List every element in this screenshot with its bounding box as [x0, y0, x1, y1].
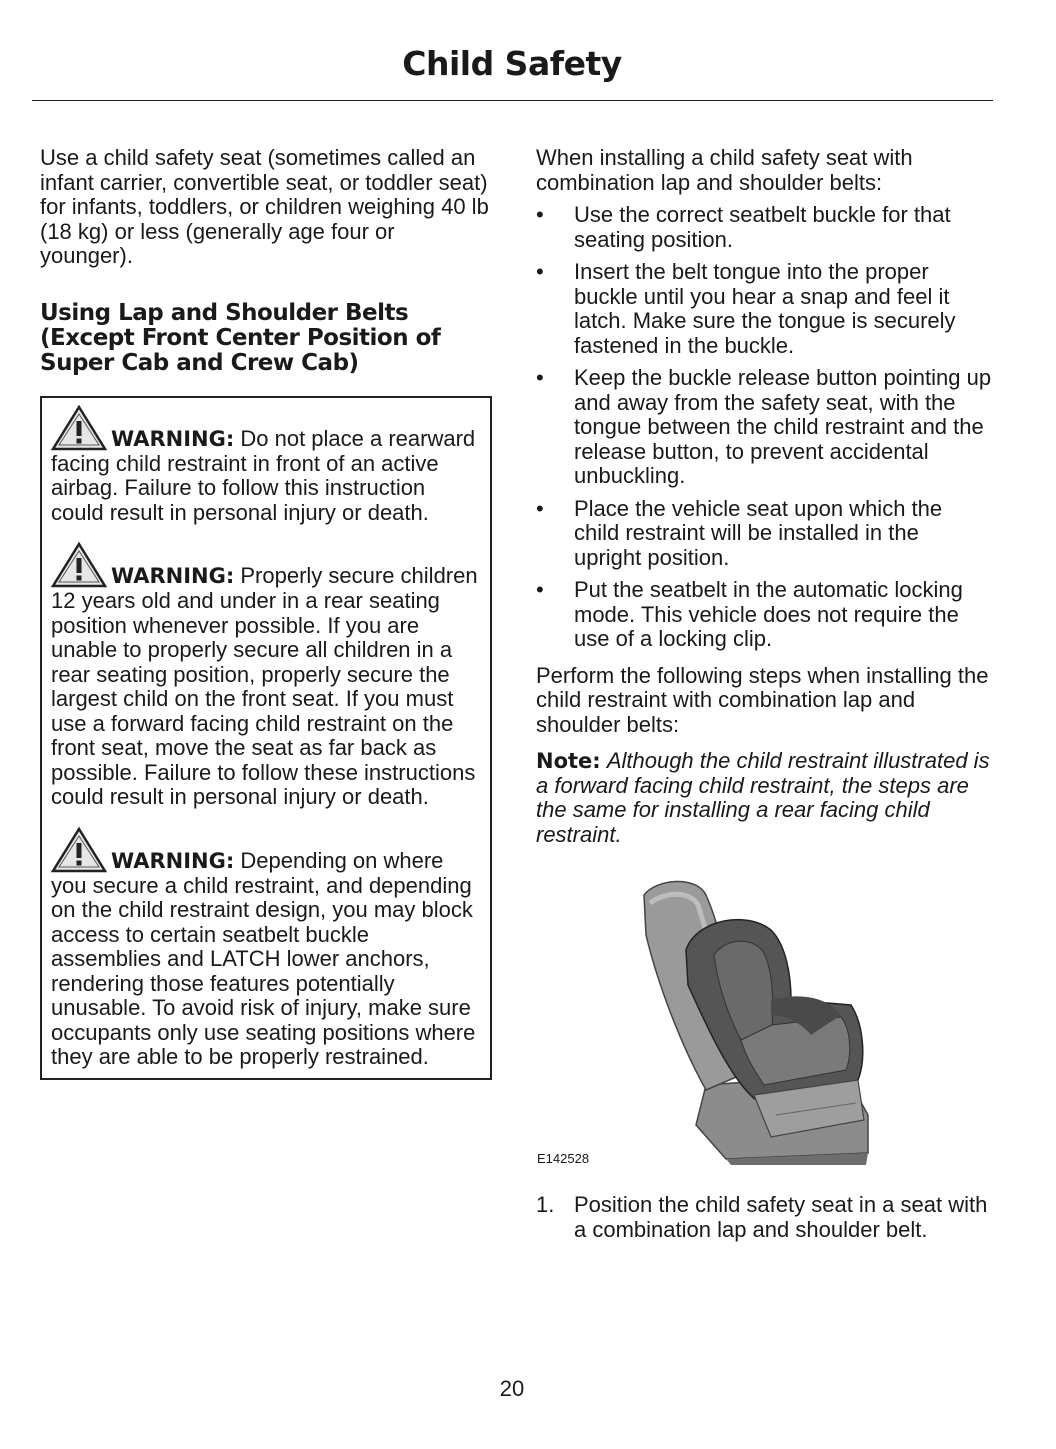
step-text: Position the child safety seat in a seat with a combination lap and shoulder belt. — [574, 1192, 988, 1242]
install-bullet-list — [536, 203, 992, 652]
title-divider — [32, 100, 993, 101]
bullet-marker: • — [536, 577, 544, 602]
bullet-marker: • — [536, 365, 544, 390]
left-column — [40, 146, 492, 1080]
list-item — [536, 366, 992, 489]
warning-label: WARNING: — [111, 564, 235, 588]
steps-intro: Perform the following steps when installing the child restraint with combination lap and shoulder belts: — [536, 662, 989, 737]
list-item — [536, 260, 992, 358]
warning-triangle-icon — [51, 541, 107, 589]
list-item-text: Keep the buckle release button pointing up and away from the safety seat, with the tongue between the child restraint and the release button, to prevent accidental unbuckling. — [574, 365, 992, 488]
child-seat-illustration — [536, 875, 992, 1165]
warning-triangle-icon — [51, 826, 107, 874]
list-item-text: Use the correct seatbelt buckle for that seating position. — [574, 202, 951, 252]
list-item-text: Place the vehicle seat upon which the child restraint will be installed in the upright position. — [574, 495, 943, 570]
figure-code: E142528 — [537, 1151, 590, 1166]
warning-2 — [51, 541, 482, 810]
warning-box — [40, 396, 492, 1080]
warning-1 — [51, 404, 482, 526]
note — [536, 749, 992, 847]
page-number: 20 — [499, 1376, 525, 1401]
list-item-text: Insert the belt tongue into the proper buckle until you hear a snap and feel it latch. Make sure the tongue is securely fastened in the buckle. — [574, 259, 956, 358]
warning-3 — [51, 826, 482, 1070]
list-item — [536, 578, 992, 652]
install-intro: When installing a child safety seat with combination lap and shoulder belts: — [536, 145, 913, 195]
steps-list — [536, 1193, 992, 1242]
bullet-marker: • — [536, 259, 544, 284]
list-item — [536, 1193, 992, 1242]
warning-label: WARNING: — [111, 426, 235, 451]
warning-text: Properly secure children 12 years old and under in a rear seating position whenever possible. If you are unable to properly secure all children in a rear seating position, properly secure the largest child on the front seat. If you must use a forward facing child restraint on the front seat, move the seat as far back as possible. Failure to follow these instructions could result in personal injury or death. — [51, 563, 478, 809]
warning-text: Depending on where you secure a child restraint, and depending on the child restraint design, you may block access to certain seatbelt buckle assemblies and LATCH lower anchors, rendering those features potentially unusable. To avoid risk of injury, make sure occupants only use seating positions where they are able to be properly restrained. — [51, 847, 476, 1069]
warning-text: Do not place a rearward facing child restraint in front of an active airbag. Failure to follow this instruction could result in personal injury or death. — [51, 425, 476, 525]
warning-triangle-icon — [51, 404, 107, 452]
list-item — [536, 203, 992, 252]
right-column — [536, 146, 992, 1242]
step-number: 1. — [536, 1192, 555, 1217]
page-title: Child Safety — [402, 44, 622, 83]
list-item — [536, 497, 992, 571]
intro-paragraph: Use a child safety seat (sometimes called an infant carrier, convertible seat, or toddler seat) for infants, toddlers, or children weighing 40 lb (18 kg) or less (generally age four or younger). — [40, 145, 489, 268]
note-label: Note: — [536, 749, 601, 773]
note-text: Although the child restraint illustrated is a forward facing child restraint, the steps are the same for installing a rear facing child restraint. — [536, 748, 990, 847]
child-seat-image — [636, 875, 876, 1165]
bullet-marker: • — [536, 202, 544, 227]
bullet-marker: • — [536, 495, 544, 521]
list-item-text: Put the seatbelt in the automatic locking mode. This vehicle does not require the use of a locking clip. — [574, 577, 963, 651]
section-heading: Using Lap and Shoulder Belts (Except Front Center Position of Super Cab and Crew Cab) — [40, 299, 441, 376]
warning-label: WARNING: — [111, 848, 235, 873]
